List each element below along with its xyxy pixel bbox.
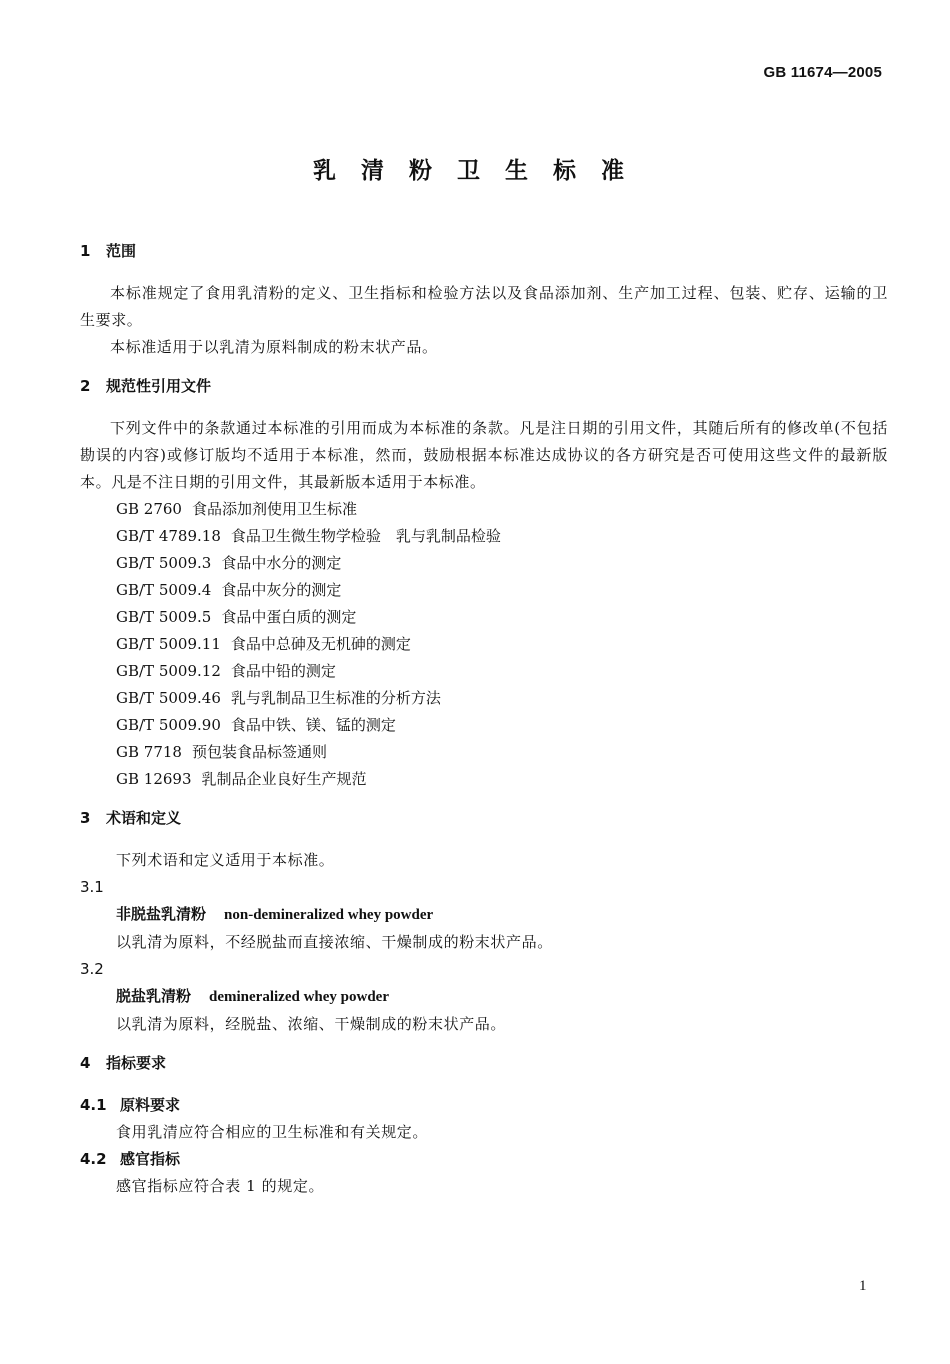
term-heading	[80, 983, 888, 1011]
reference-code: GB 12693	[116, 770, 192, 788]
reference-code: GB 2760	[116, 500, 182, 518]
section-title: 范围	[106, 242, 137, 260]
subsection-title: 感官指标	[120, 1150, 181, 1168]
section-number: 2	[80, 377, 91, 395]
reference-item	[80, 523, 888, 550]
paragraph: 感官指标应符合表 1 的规定。	[116, 1177, 325, 1195]
subsection-number: 4.1	[80, 1096, 107, 1114]
section-heading-scope	[80, 240, 888, 262]
reference-title: 食品卫生微生物学检验 乳与乳制品检验	[230, 527, 501, 545]
section-number: 4	[80, 1054, 91, 1072]
reference-item	[80, 550, 888, 577]
reference-code: GB/T 5009.4	[116, 581, 212, 599]
reference-title: 食品中水分的测定	[221, 554, 342, 572]
reference-code: GB/T 4789.18	[116, 527, 221, 545]
section-number: 1	[80, 242, 91, 260]
reference-code: GB 7718	[116, 743, 182, 761]
reference-list	[80, 496, 888, 793]
section-heading-terms-definitions	[80, 807, 888, 829]
reference-code: GB/T 5009.11	[116, 635, 221, 653]
section-heading-normative-references	[80, 375, 888, 397]
term-heading	[80, 901, 888, 929]
document-body	[80, 240, 888, 1200]
reference-title: 乳与乳制品卫生标准的分析方法	[230, 689, 441, 707]
paragraph: 本标准规定了食用乳清粉的定义、卫生指标和检验方法以及食品添加剂、生产加工过程、包装、贮存、运输的卫生要求。	[80, 284, 888, 329]
reference-code: GB/T 5009.3	[116, 554, 212, 572]
reference-title: 食品添加剂使用卫生标准	[191, 500, 357, 518]
term-definition: 以乳清为原料，经脱盐、浓缩、干燥制成的粉末状产品。	[116, 1015, 507, 1033]
reference-title: 食品中铅的测定	[230, 662, 336, 680]
reference-title: 乳制品企业良好生产规范	[201, 770, 367, 788]
paragraph: 下列文件中的条款通过本标准的引用而成为本标准的条款。凡是注日期的引用文件，其随后所有的修改单(不包括勘误的内容)或修订版均不适用于本标准，然而，鼓励根据本标准达成协议的各方研究是否可使用这些文件的最新版本。凡是不注日期的引用文件，其最新版本适用于本标准。	[80, 419, 888, 491]
paragraph: 本标准适用于以乳清为原料制成的粉末状产品。	[110, 338, 438, 356]
reference-title: 食品中总砷及无机砷的测定	[230, 635, 411, 653]
term-en: demineralized whey powder	[209, 989, 389, 1005]
reference-item	[80, 766, 888, 793]
document-title: 乳清粉卫生标准	[313, 158, 649, 184]
term-zh: 脱盐乳清粉	[116, 987, 192, 1005]
term-number: 3.1	[80, 878, 104, 896]
section-number: 3	[80, 809, 91, 827]
subsection-number: 4.2	[80, 1150, 107, 1168]
reference-item	[80, 604, 888, 631]
reference-item	[80, 739, 888, 766]
reference-title: 食品中灰分的测定	[221, 581, 342, 599]
subsection-heading-sensory	[80, 1146, 888, 1173]
reference-item	[80, 685, 888, 712]
subsection-heading-raw-material	[80, 1092, 888, 1119]
section-title: 术语和定义	[106, 809, 182, 827]
section-title: 指标要求	[106, 1054, 167, 1072]
reference-code: GB/T 5009.90	[116, 716, 221, 734]
reference-title: 食品中铁、镁、锰的测定	[230, 716, 396, 734]
term-zh: 非脱盐乳清粉	[116, 905, 207, 923]
section-heading-requirements	[80, 1052, 888, 1074]
standard-code: GB 11674—2005	[763, 64, 882, 81]
paragraph: 食用乳清应符合相应的卫生标准和有关规定。	[116, 1123, 429, 1141]
reference-code: GB/T 5009.12	[116, 662, 221, 680]
reference-item	[80, 496, 888, 523]
subsection-title: 原料要求	[120, 1096, 181, 1114]
reference-item	[80, 712, 888, 739]
reference-item	[80, 658, 888, 685]
term-en: non-demineralized whey powder	[224, 907, 434, 923]
reference-title: 食品中蛋白质的测定	[221, 608, 357, 626]
reference-item	[80, 631, 888, 658]
term-number: 3.2	[80, 960, 104, 978]
page-number: 1	[859, 1278, 867, 1294]
paragraph: 下列术语和定义适用于本标准。	[116, 851, 335, 869]
reference-item	[80, 577, 888, 604]
reference-code: GB/T 5009.46	[116, 689, 221, 707]
term-definition: 以乳清为原料，不经脱盐而直接浓缩、干燥制成的粉末状产品。	[116, 933, 553, 951]
section-title: 规范性引用文件	[106, 377, 212, 395]
reference-code: GB/T 5009.5	[116, 608, 212, 626]
reference-title: 预包装食品标签通则	[191, 743, 327, 761]
